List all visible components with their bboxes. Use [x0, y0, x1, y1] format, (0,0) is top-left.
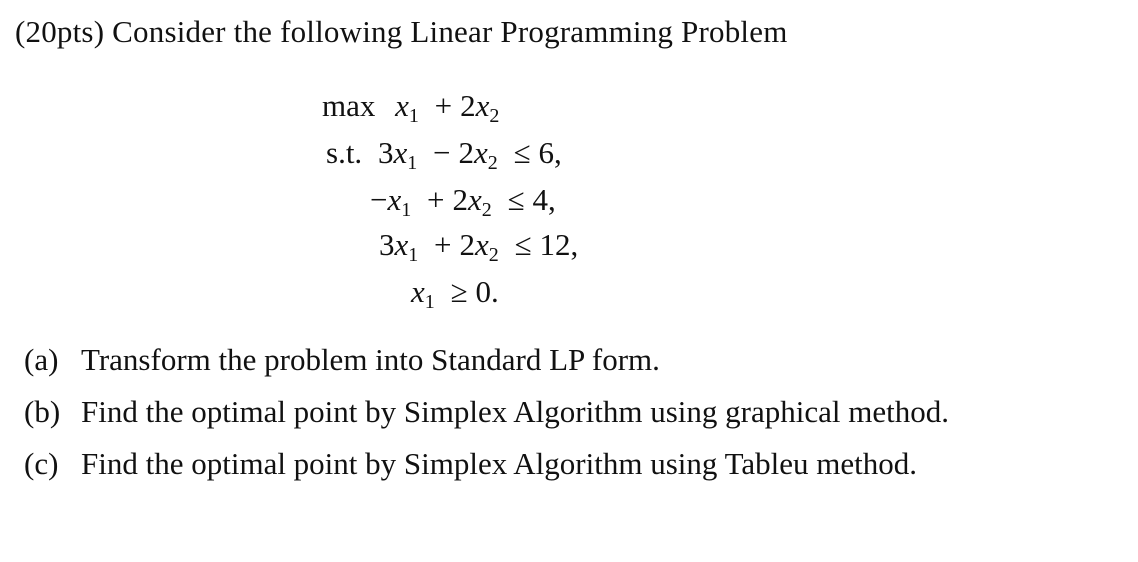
part-a-tag: (a): [24, 342, 59, 377]
part-a: [24, 342, 660, 378]
nonnegativity-constraint: $x_1 \ge 0$.: [411, 274, 499, 313]
part-c-text: Find the optimal point by Simplex Algorithm using Tableu method.: [81, 446, 917, 481]
part-c-tag: (c): [24, 446, 59, 481]
st-keyword: s.t.: [326, 135, 363, 170]
max-keyword: max: [322, 88, 376, 123]
part-a-text: Transform the problem into Standard LP form.: [81, 342, 660, 377]
var: x: [395, 88, 409, 123]
part-b-tag: (b): [24, 394, 61, 429]
constraint-1: s.t. $3x_1 - 2x_2 \le 6$,: [326, 135, 562, 174]
objective-line: $\max x_1 + 2x_2$: [322, 88, 500, 127]
constraint-3: $3x_1 + 2x_2 \le 12$,: [379, 227, 579, 266]
problem-title: (20pts) Consider the following Linear Programming Problem: [15, 14, 788, 49]
constraint-2: $-x_1 + 2x_2 \le 4$,: [370, 182, 556, 221]
part-c: [24, 446, 917, 482]
part-b: [24, 394, 949, 430]
part-b-text: Find the optimal point by Simplex Algorithm using graphical method.: [81, 394, 949, 429]
